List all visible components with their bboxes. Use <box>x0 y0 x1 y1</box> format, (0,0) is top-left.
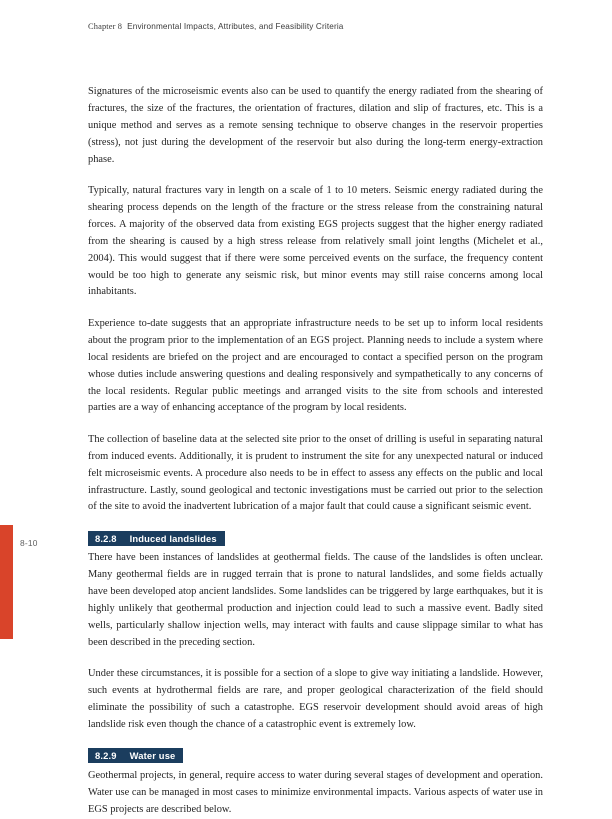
section-heading-induced-landslides-wrap <box>88 531 543 546</box>
margin-accent-bar <box>0 525 13 639</box>
section-title: Water use <box>129 750 176 762</box>
section-heading-induced-landslides <box>88 531 225 546</box>
paragraph-public-engagement: Experience to-date suggests that an appropriate infrastructure needs to be set up to inform local residents about the program prior to the implementation of an EGS project. Planning needs to include a system where local residents are briefed on the project and are encouraged to contact a specified person on the program whose duties include answering questions and dealing responsively and sympathetically to any concerns of the local residents. Regular public meetings and arranged visits to the site from schools and interested parties are a way of enhancing acceptance of the program by local residents. <box>88 317 543 414</box>
paragraph-microseismic-signatures: Signatures of the microseismic events also can be used to quantify the energy radiated from the shearing of fractures, the size of the fractures, the orientation of fractures, dilation and slip of fractures, etc. This is a unique method and serves as a remote sensing technique to observe changes in the reservoir properties (stress), not just during the development of the reservoir but also during the long-term energy-extraction phase. <box>88 86 543 165</box>
section-title: Induced landslides <box>129 532 217 544</box>
header-title: Environmental Impacts, Attributes, and Feasibility Criteria <box>127 22 344 31</box>
section-number: 8.2.9 <box>95 750 117 762</box>
paragraph-natural-fractures: Typically, natural fractures vary in length on a scale of 1 to 10 meters. Seismic energy radiated during the shearing process depends on the length of the fracture or the stress release from the constraining natural forces. A majority of the observed data from existing EGS projects suggest that the higher energy radiated from the shearing is caused by a high stress release from relatively small joint lengths (Michelet et al., 2004). This would suggest that if there were some perceived events on the surface, the frequency content would be too high to generate any seismic risk, but minor events may still raise concerns among local inhabitants. <box>88 185 543 298</box>
page-number: 8-10 <box>20 538 38 548</box>
paragraph-landslide-instances: There have been instances of landslides at geothermal fields. The cause of the landslides is often unclear. Many geothermal fields are in rugged terrain that is prone to natural landslides, and some fields actually have been developed atop ancient landslides. Some landslides can be triggered by large earthquakes, but it is highly unlikely that geothermal production and injection could lead to such a massive event. Badly sited wells, particularly shallow injection wells, may interact with faults and cause slippage similar to what has been described in the preceding section. <box>88 552 543 648</box>
section-number: 8.2.8 <box>95 532 117 544</box>
paragraph-slope-failure: Under these circumstances, it is possible for a section of a slope to give way initiating a landslide. However, such events at hydrothermal fields are rare, and proper geological characterization of the field should eliminate the possibility of such a catastrophe. EGS reservoir development should avoid areas of high landslide risk even though the chance of a catastrophic event is extremely low. <box>88 668 543 730</box>
paragraph-baseline-data: The collection of baseline data at the selected site prior to the onset of drilling is useful in separating natural from induced events. Additionally, it is prudent to instrument the site for any unexpected natural or induced felt microseismic events. A procedure also needs to be in effect to assess any effects on the public and local infrastructure. Lastly, sound geological and tectonic investigations must be carried out prior to the selection of the site to avoid the inadvertent lubrication of a major fault that could cause a significant seismic event. <box>88 433 543 513</box>
running-header <box>88 22 548 36</box>
section-heading-water-use <box>88 748 183 763</box>
text-column <box>88 84 543 819</box>
header-chapter-label: Chapter 8 <box>88 22 123 31</box>
paragraph-water-access: Geothermal projects, in general, require access to water during several stages of development and operation. Water use can be managed in most cases to minimize environmental impacts. Various aspects of water use in EGS projects are described below. <box>88 769 543 815</box>
section-heading-water-use-wrap <box>88 748 543 763</box>
